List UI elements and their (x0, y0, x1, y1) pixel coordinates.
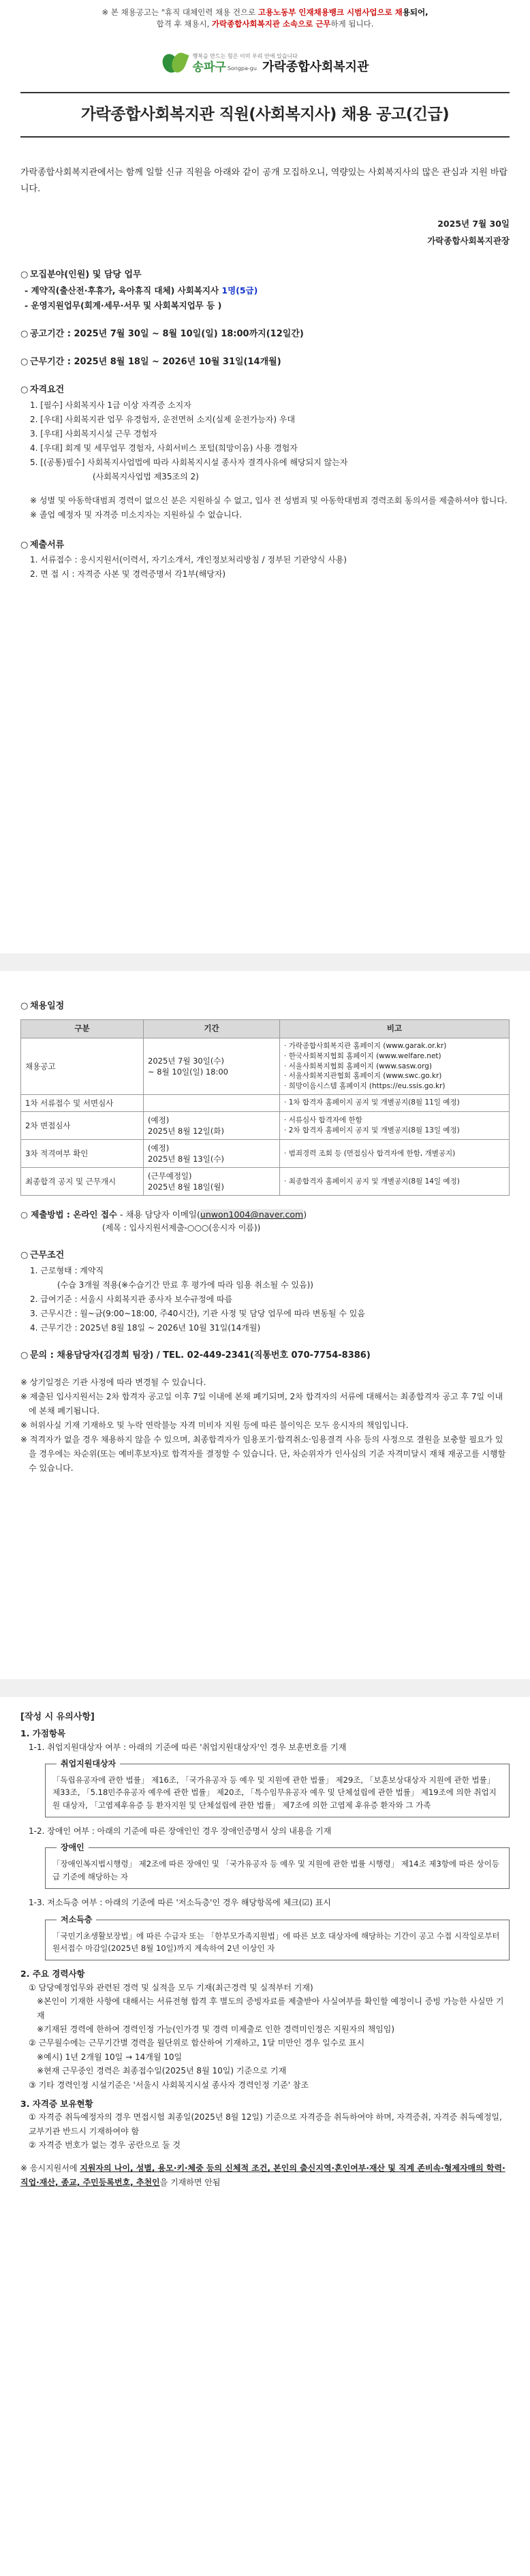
page-title: 가락종합사회복지관 직원(사회복지사) 채용 공고(긴급) (20, 92, 510, 138)
schedule-table: 구분 기간 비고 채용공고 2025년 7월 30일(수) ~ 8월 10일(일) 18:00 · 가락종합사회복지관 홈페이지 (www.garak.or.kr) · 한국사회복지협회 홈페이지 (www.welfare.net) · 서울사회복지협회 홈페이지 (www.sasw.org) · 서울사회복지관협회 홈페이지 (www.swc.go.kr) · 희망이음시스템 홈페이지 (https://eu.ssis.go.kr) 1차 서류접수 및 서면심사 · 1차 합격자 홈페이지 공지 및 개별공지(8월 11일 예정) 2차 면접심사 (예정) 2025년 8월 12일(화) · 서류심사 합격자에 한함 · 2차 합격자 홈페이지 공지 및 개별공지(8월 13일 예정) 3차 적격여부 확인 (예정) 2025년 8월 13일(수) · 범죄경력 조회 등 (면접심사 합격자에 한함, 개별공지) 최종합격 공지 및 근무개시 (근무예정일) 2025년 8월 18일(월) · 최종합격자 홈페이지 공지 및 개별공지(8월 14일 예정) (20, 1019, 510, 1196)
period-section: ○ 공고기간 : 2025년 7월 30일 ~ 8월 10일(일) 18:00까지(12일간) (20, 328, 304, 339)
notice-date: 2025년 7월 30일 (437, 219, 510, 229)
logo-slogan: 행복을 만드는 힘은 이미 우리 안에 있습니다 (192, 53, 298, 60)
table-row: 최종합격 공지 및 근무개시 (근무예정일) 2025년 8월 18일(월) · 최종합격자 홈페이지 공지 및 개별공지(8월 14일 예정) (21, 1168, 510, 1196)
box-low-income: 저소득층 「국민기초생활보장법」에 따른 수급자 또는 「한부모가족지원법」에 따른 보호 대상자에 해당하는 기간이 공고 수접 시작일로부터 원서접수 마감일(2025년 8월 10일)까지 계속하여 2년 이상인 자 (45, 1920, 510, 1961)
recruit-section: ○ 모집분야(인원) 및 담당 업무 - 계약직(출산전·후휴가, 육아휴직 대체) 사회복지사 1명(5급) - 운영지원업무(회계·세무·서무 및 사회복지업무 등 ) (20, 270, 258, 311)
table-row: 2차 면접심사 (예정) 2025년 8월 12일(화) · 서류심사 합격자에 한함 · 2차 합격자 홈페이지 공지 및 개별공지(8월 13일 예정) (21, 1111, 510, 1139)
work-period-section: ○ 근무기간 : 2025년 8월 18일 ~ 2026년 10월 31일(14개월) (20, 357, 281, 368)
final-note: ※ 응시지원서에 지원자의 나이, 성별, 용모·키·체중 등의 신체적 조건, 본인의 출신지역·혼인여부·재산 및 직계 존비속·형제자매의 학력·직업·재산, 종교, 주민등록번호, 추천인을 기재하면 안됨 (20, 2163, 505, 2187)
table-row: 1차 서류접수 및 서면심사 · 1차 합격자 홈페이지 공지 및 개별공지(8월 11일 예정) (21, 1094, 510, 1111)
signer: 가락종합사회복지관장 (427, 236, 510, 247)
logo-en: Songpa-gu (227, 65, 257, 72)
apply-subject: (제목 : 입사지원서제출-○○○(응시자 이름)) (102, 1222, 261, 1233)
table-row: 3차 적격여부 확인 (예정) 2025년 8월 13일(수) · 범죄경력 조회 등 (면접심사 합격자에 한함, 개별공지) (21, 1139, 510, 1167)
qualification-section: ○ 자격요건 1. [필수] 사회복지사 1급 이상 자격증 소지자 2. [우대] 사회복지관 업무 유경험자, 운전면허 소지(실제 운전가능자) 우대 3. [우대] 사회복지시설 근무 경험자 4. [우대] 회계 및 세무업무 경험자, 사회서비스 포털(희망이음) 사용 경험자 5. [(공통)필수] 사회복지사업법에 따라 사회복지시설 종사자 결격사유에 해당되지 않는자 (사회복지사업법 제35조의 2) ※ 성별 및 아동학대범죄 경력이 없으신 분은 지원하실 수 없고, 입사 전 성범죄 및 아동학대범죄 경력조회 동의서를 제출하셔야 합니다. ※ 졸업 예정자 및 자격증 미소지자는 지원하실 수 없습니다. (20, 385, 508, 520)
date-block (20, 215, 510, 249)
conditions-section: ○ 근무조건 1. 근로형태 : 계약직 (수습 3개월 적용(※수습기간 만료 후 평가에 따라 임용 취소될 수 있음)) 2. 급여기준 : 서울시 사회복지관 종사자 보수규정에 따름 3. 근무시간 : 월~금(9:00~18:00, 주40시간), 기관 사정 및 담당 업무에 따라 변동될 수 있음 4. 근무기간 : 2025년 8월 18일 ~ 2026년 10월 31일(14개월) (20, 1250, 365, 1333)
leaf-logo-icon (161, 50, 189, 77)
logo (20, 50, 510, 77)
email-link[interactable]: unwon1004@naver.com (200, 1209, 304, 1220)
intro-text: 가락종합사회복지관에서는 함께 일할 신규 직원을 아래와 같이 공개 모집하오니, 역량있는 사회복지사의 많은 관심과 지원 바랍니다. (20, 168, 508, 195)
box-employment-support: 취업지원대상자 「독립유공자에 관한 법률」 제16조, 「국가유공자 등 예우 및 지원에 관한 법률」 제29조, 「보훈보상대상자 지원에 관한 법률」 제33조, 「5.18민주유공자 예우에 관한 법률」 제20조, 「특수임무유공자 예우 및 단체설립에 관한 법률」 제19조에 의한 취업지원 대상자, 「고엽제후유증 등 환자지원 및 단체설립에 관한 법률」 제7조에 의한 고엽제 후유증 환자와 그 가족 (45, 1764, 510, 1817)
table-row: 채용공고 2025년 7월 30일(수) ~ 8월 10일(일) 18:00 · 가락종합사회복지관 홈페이지 (www.garak.or.kr) · 한국사회복지협회 홈페이지 (www.welfare.net) · 서울사회복지협회 홈페이지 (www.sasw.org) · 서울사회복지관협회 홈페이지 (www.swc.go.kr) · 희망이음시스템 홈페이지 (https://eu.ssis.go.kr) (21, 1038, 510, 1094)
logo-gu: 송파구 (192, 60, 226, 74)
top-notice: ※ 본 채용공고는 "휴직 대체인력 채용 건으로 고용노동부 인재채용뱅크 시범사업으로 채용되어, 합격 후 채용시, 가락종합사회복지관 소속으로 근무하게 됩니다. (102, 7, 428, 29)
guide-heading: [작성 시 유의사항] (20, 1712, 95, 1722)
logo-org: 가락종합사회복지관 (262, 59, 369, 74)
documents-section: ○ 제출서류 1. 서류접수 : 응시지원서(이력서, 자기소개서, 개인정보처리방침 / 정부된 기관양식 사용) 2. 면 접 시 : 자격증 사본 및 경력증명서 각1부(해당자) (20, 539, 347, 579)
sheet-3: [작성 시 유의사항] 1. 가점항목 1-1. 취업지원대상자 여부 : 아래의 기준에 따른 '취업지원대상자'인 경우 보훈번호를 기재 취업지원대상자 「독립유공자에 관한 법률」 제16조, 「국가유공자 등 예우 및 지원에 관한 법률」 제29조, 「보훈보상대상자 지원에 관한 법률」 제33조, 「5.18민주유공자 예우에 관한 법률」 제20조, 「특수임무유공자 예우 및 단체설립에 관한 법률」 제19조에 의한 취업지원 대상자, 「고엽제후유증 등 환자지원 및 단체설립에 관한 법률」 제7조에 의한 고엽제 후유증 환자와 그 가족 1-2. 장애인 여부 : 아래의 기준에 따른 장애인인 경우 장애인증명서 상의 내용을 기재 장애인 「장애인복지법시행령」 제2조에 따른 장애인 및 「국가유공자 등 예우 및 지원에 관한 법률 시행령」 제14조 제3항에 따른 상이등급 기준에 해당하는 자 1-3. 저소득층 여부 : 아래의 기준에 따른 '저소득층'인 경우 해당항목에 체크(☑) 표시 저소득층 「국민기초생활보장법」에 따른 수급자 또는 「한부모가족지원법」에 따른 보호 대상자에 해당하는 기간이 공고 수접 시작일로부터 원서접수 마감일(2025년 8월 10일)까지 계속하여 2년 이상인 자 2. 주요 경력사항 ① 담당예정업무와 관련된 경력 및 실적을 모두 기재(최근경력 및 실적부터 기재) ※본인이 기재한 사항에 대해서는 서류전형 합격 후 별도의 증빙자료를 제출받아 사실여부를 확인할 예정이니 증빙 가능한 사실만 기재 ※기재된 경력에 한하여 경력인정 가능(인가경 및 경력 미제출로 인한 경력미인정은 지원자의 책임임) ② 근무월수에는 근무기간별 경력을 월단위로 합산하여 기재하고, 1달 미만인 경우 일수로 표시 ※예시) 1년 2개월 10일 → 14개월 10일 ※현재 근무중인 경력은 최종접수일(2025년 8월 10일) 기준으로 기재 ③ 기타 경력인정 시설기준은 '서울시 사회복지시설 종사자 경력인정 기준' 참조 3. 자격증 보유현황 ① 자격증 취득예정자의 경우 면접시험 최종일(2025년 8월 12일) 기준으로 자격증을 취득하여야 하며, 자격증취, 자격증 취득예정일, 교부기관 반드시 기재하여야 함 ② 자격증 번호가 없는 경우 공란으로 둘 것 ※ 응시지원서에 지원자의 나이, 성별, 용모·키·체중 등의 신체적 조건, 본인의 출신지역·혼인여부·재산 및 직계 존비속·형제자매의 학력·직업·재산, 종교, 주민등록번호, 추천인을 기재하면 안됨 (0, 1697, 530, 2576)
sheet-1 (0, 0, 530, 953)
schedule-section: ○ 채용일정 구분 기간 비고 채용공고 2025년 7월 30일(수) ~ 8월 10일(일) 18:00 · 가락종합사회복지관 홈페이지 (www.garak.or.kr) · 한국사회복지협회 홈페이지 (www.welfare.net) · 서울사회복지협회 홈페이지 (www.sasw.org) · 서울사회복지관협회 홈페이지 (www.swc.go.kr) · 희망이음시스템 홈페이지 (https://eu.ssis.go.kr) 1차 서류접수 및 서면심사 · 1차 합격자 홈페이지 공지 및 개별공지(8월 11일 예정) 2차 면접심사 (예정) 2025년 8월 12일(화) · 서류심사 합격자에 한함 · 2차 합격자 홈페이지 공지 및 개별공지(8월 13일 예정) 3차 적격여부 확인 (예정) 2025년 8월 13일(수) · 범죄경력 조회 등 (면접심사 합격자에 한함, 개별공지) 최종합격 공지 및 근무개시 (근무예정일) 2025년 8월 18일(월) · 최종합격자 홈페이지 공지 및 개별공지(8월 14일 예정) (20, 998, 510, 1196)
apply-section: ○ 제출방법 : 온라인 접수 - 채용 담당자 이메일(unwon1004@naver.com) (20, 1209, 307, 1220)
notes-list: ※ 상기일정은 기관 사정에 따라 변경될 수 있습니다. ※ 제출된 입사지원서는 2차 합격자 공고일 이후 7일 이내에 본채 폐기되며, 2차 합격자의 서류에 대해서는 최종합격자 공고 후 7일 이내에 본채 폐기됩니다. ※ 허위사실 기재 기재하오 및 누락 연락불능 자격 미비자 지원 등에 따른 불이익은 모두 응시자의 책임입니다. ※ 적격자가 없을 경우 채용하지 않을 수 있으며, 최종합격자가 임용포기·합격취소·임용결격 사유 등의 사정으로 결원을 보충할 필요가 있을 경우에는 차순위(또는 예비후보자)로 합격자를 결정할 수 있습니다. 단, 차순위자가 인사심의 기준 자격미달시 재채 재공고를 시행할 수 있습니다. (20, 1378, 506, 1474)
sheet-2 (0, 971, 530, 1679)
contact-section: ○ 문의 : 채용담당자(김경희 팀장) / TEL. 02-449-2341(직통번호 070-7754-8386) (20, 1350, 371, 1361)
box-disability: 장애인 「장애인복지법시행령」 제2조에 따른 장애인 및 「국가유공자 등 예우 및 지원에 관한 법률 시행령」 제14조 제3항에 따른 상이등급 기준에 해당하는 자 (45, 1847, 510, 1889)
